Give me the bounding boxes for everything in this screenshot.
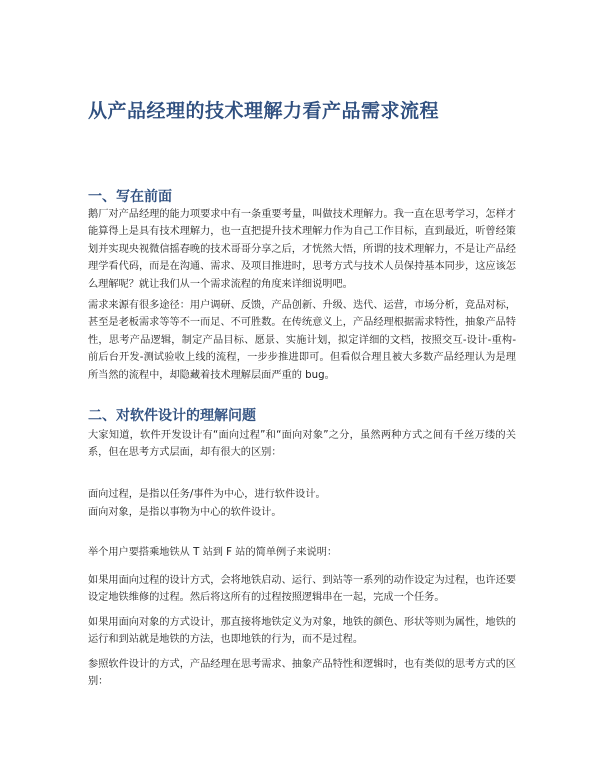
intro-paragraph-1: 鹅厂对产品经理的能力项要求中有一条重要考量，叫做技术理解力。我一直在思考学习，怎样才能算得上是具有技术理解力，也一直把提升技术理解力作为自己工作目标，直到最近，听曾经策划并实现央视微信摇春晚的技术哥哥分享之后，才恍然大悟，所谓的技术理解力，不是让产品经理学看代码，而是在沟通、需求、及项目推进时，思考方式与技术人员保持基本同步，这应该怎么理解呢？就让我们从一个需求流程的角度来详细说明吧。 xyxy=(88,209,516,290)
section-heading-software-design: 二、对软件设计的理解问题 xyxy=(88,408,256,424)
software-design-paragraph-1: 大家知道，软件开发设计有“面向过程”和“面向对象”之分，虽然两种方式之间有千丝万缕的关系，但在思考方式层面，却有很大的区别： xyxy=(88,430,516,459)
intro-paragraph-2: 需求来源有很多途径：用户调研、反馈，产品创新、升级、迭代、运营，市场分析，竞品对标，甚至是老板需求等等不一而足、不可胜数。在传统意义上，产品经理根据需求特性，抽象产品特性，思考产品逻辑，制定产品目标、愿景、实施计划，拟定详细的文档，按照交互-设计-重构-前后台开发-测试验收上线的流程，一步步推进即可。但看似合理且被大多数产品经理认为是理所当然的流程中，却隐藏着技术理解层面严重的 bug。 xyxy=(88,300,516,381)
comparison-lead: 参照软件设计的方式，产品经理在思考需求、抽象产品特性和逻辑时，也有类似的思考方式的区别： xyxy=(88,659,516,688)
object-example: 如果用面向对象的方式设计，那直接将地铁定义为对象，地铁的颜色、形状等则为属性，地铁的运行和到站就是地铁的方法，也即地铁的行为，而不是过程。 xyxy=(88,617,516,646)
example-intro: 举个用户要搭乘地铁从 T 站到 F 站的简单例子来说明： xyxy=(88,547,338,558)
definition-procedural: 面向过程，是指以任务/事件为中心，进行软件设计。 xyxy=(88,489,326,500)
section-heading-intro: 一、写在前面 xyxy=(88,189,172,205)
page-title: 从产品经理的技术理解力看产品需求流程 xyxy=(88,100,440,122)
procedural-example: 如果用面向过程的设计方式，会将地铁启动、运行、到站等一系列的动作设定为过程，也许还要设定地铁维修的过程。然后将这所有的过程按照逻辑串在一起，完成一个任务。 xyxy=(88,575,516,604)
definition-object-oriented: 面向对象，是指以事物为中心的软件设计。 xyxy=(88,507,282,518)
